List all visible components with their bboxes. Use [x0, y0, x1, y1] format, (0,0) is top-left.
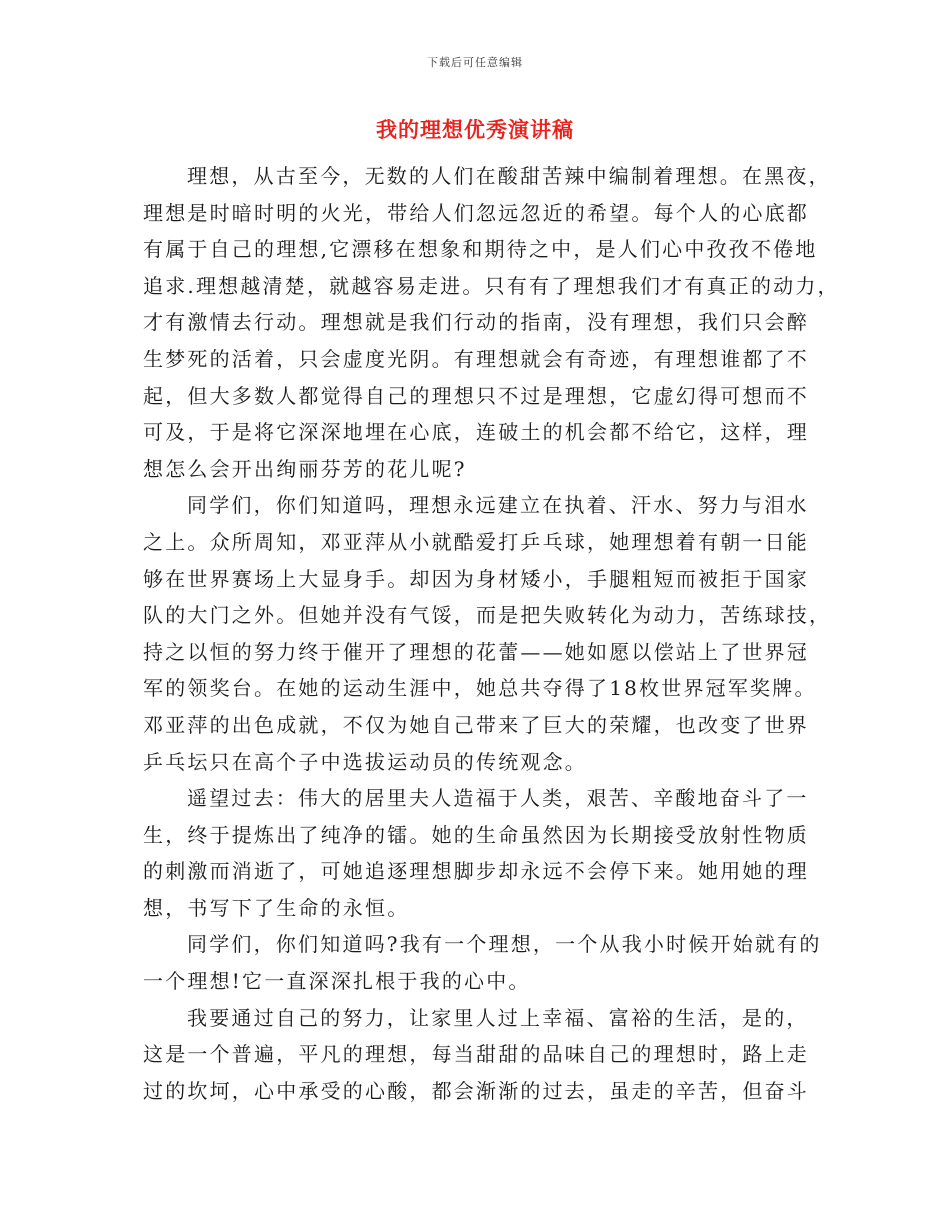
- text-line: 追求.理想越清楚，就越容易走进。只有有了理想我们才有真正的动力，: [143, 273, 840, 298]
- text-line: 够在世界赛场上大显身手。却因为身材矮小，手腿粗短而被拒于国家: [143, 566, 809, 591]
- text-line: 可及，于是将它深深地埋在心底，连破土的机会都不给它，这样，理: [143, 420, 809, 445]
- text-line: 想怎么会开出绚丽芬芳的花儿呢?: [143, 456, 467, 481]
- text-line: 理想，从古至今，无数的人们在酸甜苦辣中编制着理想。在黑夜，: [187, 164, 831, 188]
- text-line: 起，但大多数人都觉得自己的理想只不过是理想，它虚幻得可想而不: [143, 383, 809, 408]
- text-line: 同学们，你们知道吗?我有一个理想，一个从我小时候开始就有的: [187, 932, 822, 957]
- text-line: 同学们，你们知道吗，理想永远建立在执着、汗水、努力与泪水: [187, 493, 809, 518]
- paragraph-3: [143, 780, 813, 926]
- text-line: 邓亚萍的出色成就，不仅为她自己带来了巨大的荣耀，也改变了世界: [143, 712, 809, 737]
- text-line: 遥望过去：伟大的居里夫人造福于人类，艰苦、辛酸地奋斗了一: [187, 786, 809, 811]
- header-note: 下载后可任意编辑: [427, 56, 523, 69]
- text-line: 生，终于提炼出了纯净的镭。她的生命虽然因为长期接受放射性物质: [143, 822, 809, 847]
- text-line: 之上。众所周知，邓亚萍从小就酷爱打乒乓球，她理想着有朝一日能: [143, 529, 809, 554]
- text-line: 理想是时暗时明的火光，带给人们忽远忽近的希望。每个人的心底都: [143, 200, 809, 225]
- paragraph-1: [143, 158, 840, 487]
- text-line: 队的大门之外。但她并没有气馁，而是把失败转化为动力，苦练球技，: [143, 603, 832, 628]
- text-line: 生梦死的活着，只会虚度光阴。有理想就会有奇迹，有理想谁都了不: [143, 346, 809, 371]
- text-line: 军的领奖台。在她的运动生涯中，她总共夺得了18枚世界冠军奖牌。: [143, 676, 817, 701]
- text-line: 这是一个普遍，平凡的理想，每当甜甜的品味自己的理想时，路上走: [143, 1042, 809, 1067]
- text-line: 才有激情去行动。理想就是我们行动的指南，没有理想，我们只会醉: [143, 310, 809, 335]
- text-line: 一个理想!它一直深深扎根于我的心中。: [143, 969, 531, 994]
- text-line: 乒乓坛只在高个子中选拔运动员的传统观念。: [143, 749, 587, 774]
- text-line: 我要通过自己的努力，让家里人过上幸福、富裕的生活，是的，: [187, 1005, 809, 1030]
- text-line: 持之以恒的努力终于催开了理想的花蕾——她如愿以偿站上了世界冠: [143, 639, 809, 664]
- paragraph-5: [143, 1000, 813, 1110]
- text-line: 有属于自己的理想,它漂移在想象和期待之中，是人们心中孜孜不倦地: [143, 237, 818, 262]
- document-body: [143, 158, 840, 1109]
- document-title: 我的理想优秀演讲稿: [376, 117, 574, 142]
- paragraph-2: [143, 487, 832, 780]
- paragraph-4: [143, 926, 822, 999]
- text-line: 想，书写下了生命的永恒。: [143, 895, 410, 920]
- text-line: 的刺激而消逝了，可她追逐理想脚步却永远不会停下来。她用她的理: [143, 859, 809, 884]
- text-line: 过的坎坷，心中承受的心酸，都会渐渐的过去，虽走的辛苦，但奋斗: [143, 1078, 809, 1103]
